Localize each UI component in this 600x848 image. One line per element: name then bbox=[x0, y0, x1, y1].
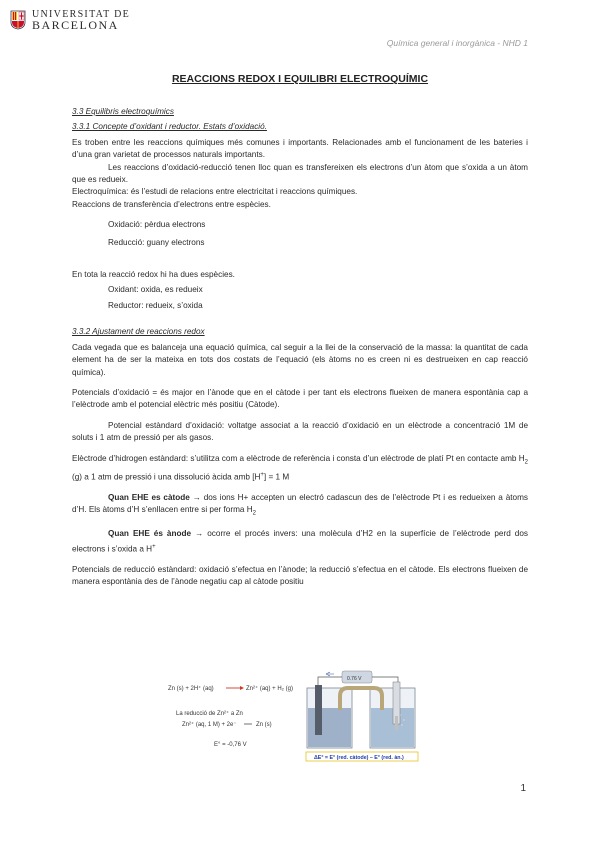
equation-left: Zn (s) + 2H⁺ (aq) bbox=[168, 686, 214, 692]
list-item: Reductor: redueix, s’oxida bbox=[108, 300, 203, 310]
cathode-solution bbox=[371, 708, 414, 747]
platinum-electrode-icon bbox=[395, 716, 398, 730]
paragraph: Potencial estàndard d’oxidació: voltatge associat a la reacció d’oxidació en un elèctrode a concentració 1M de soluts i 1 atm de pressió per als gasos. bbox=[72, 420, 528, 443]
paragraph: En tota la reacció redox hi ha dues espècies. bbox=[72, 270, 235, 280]
university-logo bbox=[10, 9, 130, 31]
page-title: REACCIONS REDOX I EQUILIBRI ELECTROQUÍMIC bbox=[171, 73, 429, 85]
logo-line1: UNIVERSITAT DE bbox=[32, 9, 131, 20]
half-reaction-product: Zn (s) bbox=[256, 722, 272, 728]
paragraph: Potencials d’oxidació = és major en l’ànode que en el càtode i per tant els electrons flueixen de manera espontània cap a l’elèctrode amb el potencial elèctric més positiu (Càtode). bbox=[72, 387, 528, 410]
paragraph: Reaccions de transferència d’electrons entre espècies. bbox=[72, 199, 271, 209]
list-item: Reducció: guany electrons bbox=[108, 237, 205, 247]
paragraph: Quan EHE es càtode → dos ions H+ accepten un electró cadascun des de l’elèctrode Pt i es redueixen a àtoms d’H. Els àtoms d’H s’enllacen entre si per forma $H_2$ bbox=[72, 492, 528, 517]
paragraph: Les reaccions d’oxidació-reducció tenen lloc quan es transfereixen els electrons d’un àtom que s’oxida a un àtom que es redueix. bbox=[72, 162, 528, 185]
section-heading-3-3-2: 3.3.2 Ajustament de reaccions redox bbox=[72, 327, 205, 337]
half-reaction-equation: Zn²⁺ (aq, 1 M) + 2e⁻ bbox=[182, 722, 237, 728]
potential-value: E° = -0,76 V bbox=[214, 742, 247, 748]
section-heading-3-3: 3.3 Equilibris electroquímics bbox=[72, 107, 174, 116]
electron-flow-arrow-icon bbox=[326, 672, 334, 676]
zinc-electrode-icon bbox=[315, 685, 322, 735]
page-number: 1 bbox=[520, 783, 526, 794]
paragraph: Elèctrode d’hidrogen estàndard: s’utilitza com a elèctrode de referència i consta d’un elèctrode de platí Pt en contacte amb $H_2$ (g) a 1 atm de pressió i una dissolució àcida amb [H+] = 1 M bbox=[72, 453, 528, 482]
anode-solution bbox=[308, 708, 351, 747]
paragraph: Electroquímica: és l’estudi de relacions entre electricitat i reaccions químiques. bbox=[72, 187, 358, 197]
logo-line2: BARCELONA bbox=[32, 18, 119, 32]
course-header: Química general i inorgànica - NHD 1 bbox=[386, 38, 528, 48]
figure-caption: ΔE° = E° (red. càtode) – E° (red. àn.) bbox=[314, 755, 404, 761]
voltmeter-reading: 0.76 V bbox=[347, 676, 362, 682]
electrochemical-cell-figure bbox=[166, 670, 428, 770]
paragraph: Quan EHE és ànode → ocorre el procés invers: una molècula d’H2 en la superfície de l’elèctrode perd dos electrons i s’oxida a H+ bbox=[72, 529, 528, 554]
paragraph: Es troben entre les reaccions químiques més comunes i importants. Relacionades amb el funcionament de les bateries i d’una gran varietat de processos naturals importants. bbox=[72, 137, 528, 160]
document-body bbox=[72, 106, 528, 589]
list-item: Oxidant: oxida, es redueix bbox=[108, 285, 203, 295]
half-reaction-title: La reducció de Zn²⁺ a Zn bbox=[176, 711, 243, 717]
paragraph: Cada vegada que es balanceja una equació química, cal seguir a la llei de la conservació de la massa: la quantitat de cada element ha de ser la mateixa en tots dos costats de l’equació (els àtoms no es creen ni es destrueixen en cap reacció química). bbox=[72, 342, 528, 377]
section-heading-3-3-1: 3.3.1 Concepte d’oxidant i reductor. Estats d’oxidació. bbox=[72, 122, 267, 132]
shield-icon bbox=[10, 10, 26, 30]
list-item: Oxidació: pèrdua electrons bbox=[108, 220, 206, 230]
paragraph: Potencials de reducció estàndard: oxidació s’efectua en l’ànode; la reducció s’efectua en el càtode. Els electrons flueixen de manera espontània des de l’ànode negatiu cap al càtode positiu bbox=[72, 564, 528, 587]
equation-right: Zn²⁺ (aq) + H₂ (g) bbox=[246, 686, 294, 692]
arrow-head-icon bbox=[240, 686, 244, 690]
